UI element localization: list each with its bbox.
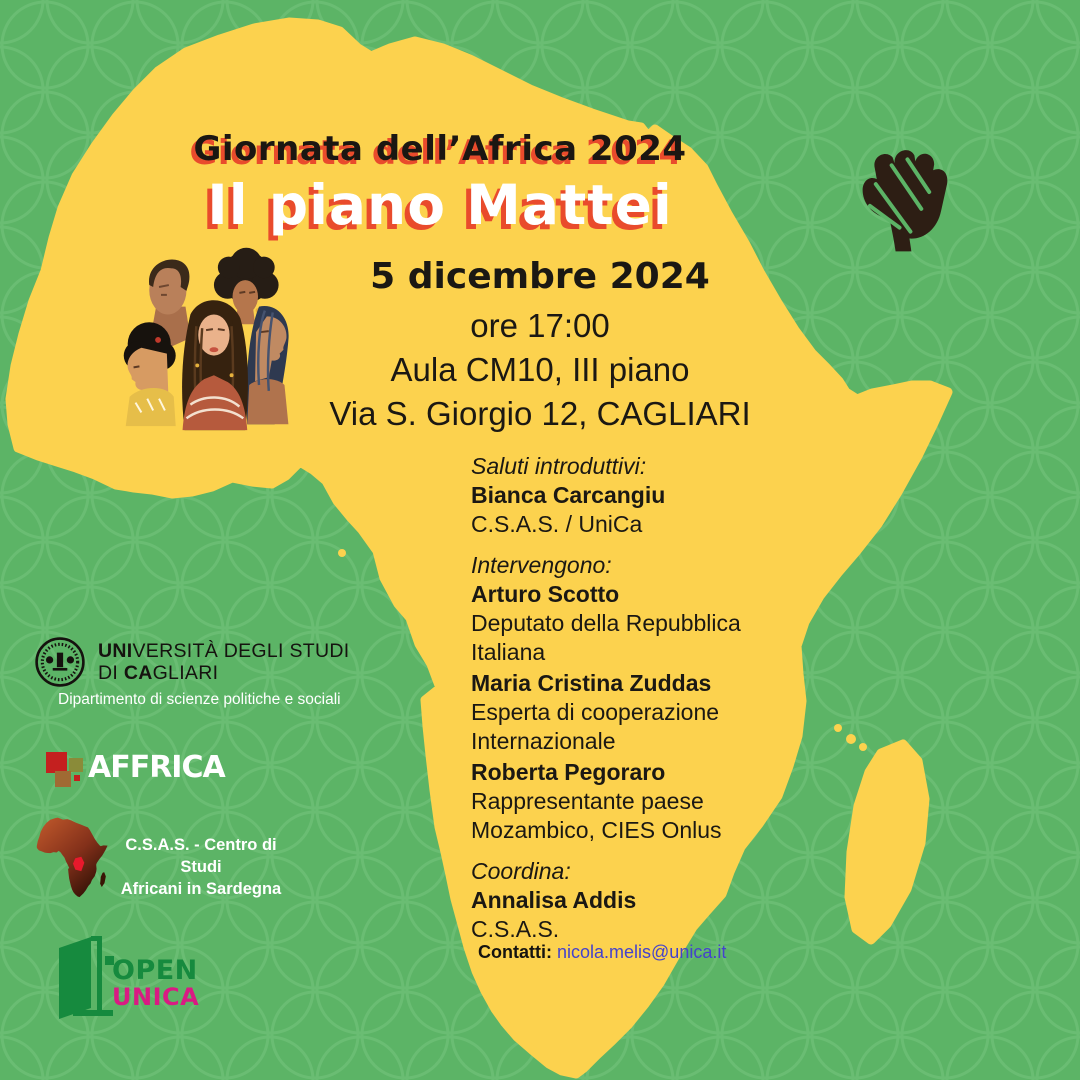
speaker-role: C.S.A.S. [471, 916, 560, 942]
speaker-name: Arturo Scotto [471, 581, 620, 607]
program-section [471, 452, 751, 539]
event-room: Aula CM10, III piano [390, 351, 690, 388]
speaker-name: Maria Cristina Zuddas [471, 670, 712, 696]
contact-line [478, 942, 726, 963]
speaker-name: Annalisa Addis [471, 887, 637, 913]
unica-logo-text: UNIVERSITÀ DEGLI STUDI DI CAGLIARI [98, 640, 350, 684]
event-date: 5 dicembre 2024 [370, 256, 710, 297]
speaker-name: Bianca Carcangiu [471, 482, 666, 508]
affrica-logo-text: AFFRICA [88, 750, 225, 785]
program-list [471, 452, 751, 956]
speaker-name: Roberta Pegoraro [471, 759, 666, 785]
csas-logo-text: C.S.A.S. - Centro di Studi Africani in Sardegna [120, 836, 282, 898]
speaker [471, 481, 751, 539]
program-section [471, 857, 751, 944]
speaker-role: Deputato della Repubblica Italiana [471, 610, 741, 665]
section-label: Intervengono: [471, 552, 612, 578]
event-time: ore 17:00 [470, 307, 610, 344]
department-label: Dipartimento di scienze politiche e sociali [58, 691, 341, 708]
unica-seal-icon [34, 636, 86, 688]
section-label: Saluti introduttivi: [471, 453, 647, 479]
contact-email-link[interactable]: nicola.melis@unica.it [557, 942, 727, 962]
unica-logo-word: UNICA [112, 983, 200, 1011]
speaker [471, 669, 751, 756]
speaker [471, 886, 751, 944]
program-section [471, 551, 751, 845]
section-label: Coordina: [471, 858, 571, 884]
speaker-role: C.S.A.S. / UniCa [471, 511, 643, 537]
speaker-role: Rappresentante paese Mozambico, CIES Onlus [471, 788, 722, 843]
event-kicker: Giornata dell’Africa 2024 [193, 129, 687, 169]
raised-fist-icon [856, 134, 950, 254]
speaker [471, 580, 751, 667]
open-logo-text: OPEN [112, 955, 198, 986]
affrica-squares-icon [46, 748, 88, 792]
contact-label: Contatti: [478, 942, 552, 962]
speaker-role: Esperta di cooperazione Internazionale [471, 699, 720, 754]
event-details [190, 256, 890, 436]
speaker [471, 758, 751, 845]
page-title: Il piano Mattei [207, 173, 673, 237]
event-address: Via S. Giorgio 12, CAGLIARI [329, 395, 751, 432]
csas-africa-icon [36, 816, 110, 900]
